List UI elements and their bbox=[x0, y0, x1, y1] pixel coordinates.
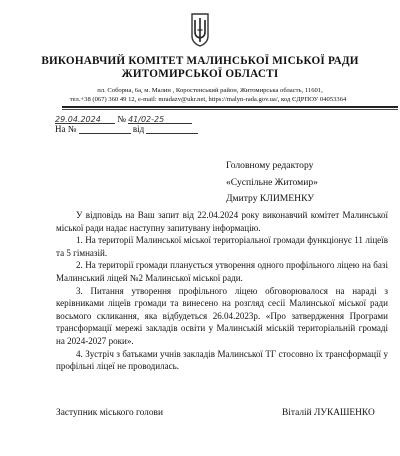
header-divider bbox=[62, 106, 398, 108]
addressee-title: Головному редактору bbox=[226, 160, 314, 171]
outgoing-number: 41/02-25 bbox=[128, 115, 165, 124]
reference-label: На № bbox=[55, 124, 77, 134]
body-paragraph-intro: У відповідь на Ваш запит від 22.04.2024 року виконавчий комітет Малинської міської ради надає наступну запитувану інформацію. bbox=[56, 210, 388, 233]
signatory-position: Заступник міського голови bbox=[56, 408, 163, 418]
letter-body bbox=[56, 209, 388, 373]
number-label: № bbox=[117, 114, 126, 124]
body-paragraph-3: 3. Питання утворення профільного ліцею обговорювалося на нараді з керівниками ліцеїв громади та винесено на розгляд сесії Малинської міської ради восьмого скликання, яка відбудеться 26.04.2023р. «Про затвердження Програми трансформації мережі закладів освіти у Малинській міській територіальній громаді на 2024-2027 роки». bbox=[56, 285, 388, 346]
council-region: ЖИТОМИРСЬКОЇ ОБЛАСТІ bbox=[121, 68, 279, 80]
outgoing-registration bbox=[55, 114, 192, 124]
body-paragraph-2: 2. На території громади планується утворення одного профільного ліцею на базі Малинський ліцей №2 Малинської міської ради. bbox=[56, 260, 388, 283]
addressee-name: Дмитру КЛИМЕНКУ bbox=[226, 193, 315, 204]
header-divider-thin bbox=[62, 109, 398, 110]
incoming-reference bbox=[55, 124, 198, 134]
outgoing-date: 29.04.2024 bbox=[55, 115, 101, 124]
signatory-name: Віталій ЛУКАШЕНКО bbox=[282, 408, 375, 418]
reference-date-label: від bbox=[132, 124, 145, 134]
body-paragraph-4: 4. Зустріч з батьками учнів закладів Малинської ТГ стосовно їх трансформації у профільні ліцеї не проводилась. bbox=[56, 348, 388, 372]
trident-coat-of-arms-icon bbox=[190, 12, 210, 48]
addressee-organization: «Суспільне Житомир» bbox=[226, 177, 318, 188]
address-line: пл. Соборна, 6а, м. Малин , Коростенський район, Житомирська область, 11601, bbox=[97, 87, 323, 94]
contacts-line: тел.+38 (067) 360 49 12, e-mail: mradazv@ukr.net, https://malyn-rada.gov.ua/, код ЄДРПОУ 04053364 bbox=[69, 96, 347, 103]
body-paragraph-1: 1. На території Малинської міської територіальної громади функціонує 11 ліцеїв та 5 гімназій. bbox=[56, 235, 388, 258]
council-name: ВИКОНАВЧИЙ КОМІТЕТ МАЛИНСЬКОЇ МІСЬКОЇ РАДИ bbox=[41, 55, 359, 67]
